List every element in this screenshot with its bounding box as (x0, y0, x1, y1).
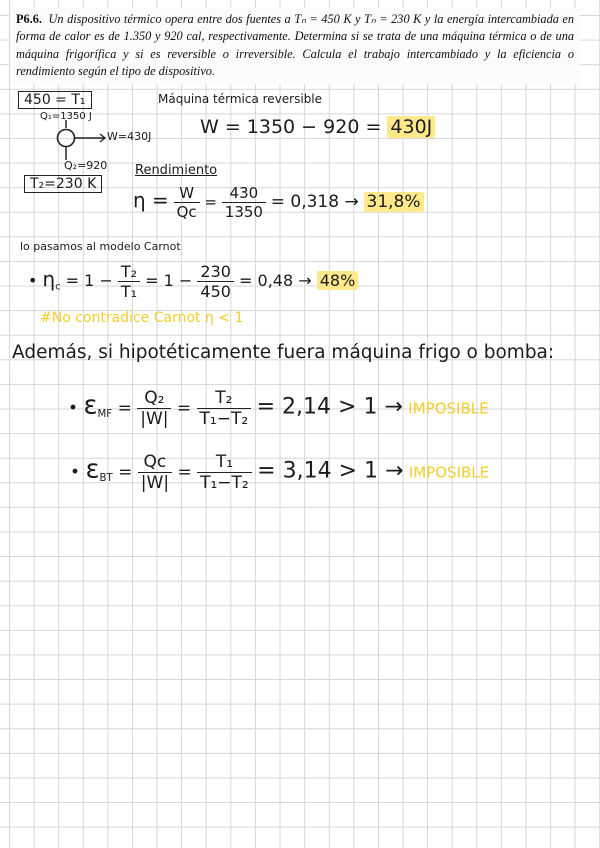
t2-over-t1 (118, 262, 140, 301)
eq-mf-2: = (176, 398, 192, 419)
n450: 450 (200, 282, 231, 301)
ademas-line: Además, si hipotéticamente fuera máquina frigo o bomba: (12, 342, 555, 363)
eta-c: η (42, 267, 56, 291)
t2-over-diff (197, 388, 252, 429)
absw-den: |W| (140, 409, 169, 429)
rend-title: Rendimiento (135, 163, 218, 178)
bullet-mf: • (68, 398, 79, 419)
diff-den-bt: T₁−T₂ (200, 473, 249, 493)
w-label: W=430J (107, 130, 152, 143)
eta-symbol: η = (133, 188, 169, 212)
problem-statement-box (10, 8, 580, 84)
bt-value: = 3,14 > 1 → (257, 458, 404, 484)
rend-value: = 0,318 → (270, 192, 359, 212)
eps-bt: ε (85, 454, 100, 485)
mf-imposible: IMPOSIBLE (408, 399, 489, 418)
q2-num: Q₂ (137, 388, 171, 409)
w-num: W (174, 184, 200, 203)
eq-bt-2: = (177, 462, 192, 483)
n230: 230 (197, 262, 234, 282)
eta-c-sub: c (55, 281, 61, 293)
w-over-qc (174, 184, 200, 221)
n430: 430 (222, 184, 266, 203)
eps-mf-equation (68, 388, 489, 429)
bt-sub: BT (99, 473, 113, 485)
absw-den-bt: |W| (140, 473, 170, 493)
work-equation (200, 116, 435, 138)
carnot-eq-sign-2: = 1 − (145, 271, 193, 290)
qc-den: Qc (176, 203, 197, 221)
t2-box: T₂=230 K (24, 175, 102, 193)
230-over-450 (197, 262, 234, 301)
rend-pct: 31,8% (364, 192, 424, 212)
diff-den-mf: T₁−T₂ (199, 409, 249, 429)
rend-equation (133, 184, 424, 221)
bullet-carnot: • (28, 271, 38, 290)
t2-num-mf: T₂ (197, 388, 252, 409)
mf-value: = 2,14 > 1 → (256, 394, 403, 420)
qc-num: Qc (138, 452, 172, 473)
problem-text: Un dispositivo térmico opera entre dos fuentes a Tₙ = 450 K y Tₙ = 230 K y la energía intercambiada en forma de calor es de 1.350 y 920 cal, respectivamente. Determina si se trata de una máquina térmica o de una máquina frigorífica y si es reversible o irreversible. Calcula el trabajo intercambiado y la eficiencia o rendimiento según el tipo de dispositivo. (16, 12, 575, 78)
carnot-pct: 48% (317, 271, 359, 290)
carnot-eq-sign: = 1 − (65, 271, 113, 290)
engine-arrow-w (75, 134, 105, 142)
t2-num: T₂ (118, 262, 140, 282)
t1-over-diff (197, 452, 252, 493)
q2-label: Q₂=920 (64, 159, 108, 172)
machine-title: Máquina térmica reversible (158, 92, 323, 106)
qc-over-w (138, 452, 172, 493)
eq-mf: = (117, 398, 132, 419)
q1-label: Q₁=1350 J (40, 111, 92, 122)
carnot-value: = 0,48 → (239, 271, 312, 290)
eps-mf: ε (83, 390, 98, 421)
eq-sign: = (204, 193, 217, 211)
t1-box: 450 = T₁ (18, 91, 92, 109)
mf-sub: MF (97, 409, 113, 421)
carnot-note: #No contradice Carnot η < 1 (40, 310, 244, 326)
q2-over-w (137, 388, 171, 429)
engine-circle (58, 130, 75, 147)
problem-number: P6.6. (16, 12, 42, 26)
n1350: 1350 (224, 203, 263, 221)
t1-den: T₁ (120, 282, 138, 301)
work-eq-text: W = 1350 − 920 = (200, 116, 382, 138)
carnot-equation (28, 262, 358, 301)
eps-bt-equation (70, 452, 489, 493)
carnot-intro: lo pasamos al modelo Carnot (20, 240, 181, 253)
eq-bt: = (118, 462, 133, 483)
bt-imposible: IMPOSIBLE (408, 463, 490, 482)
work-result: 430J (387, 116, 435, 138)
430-over-1350 (222, 184, 266, 221)
bullet-bt: • (70, 462, 81, 483)
t1-num-bt: T₁ (197, 452, 252, 473)
